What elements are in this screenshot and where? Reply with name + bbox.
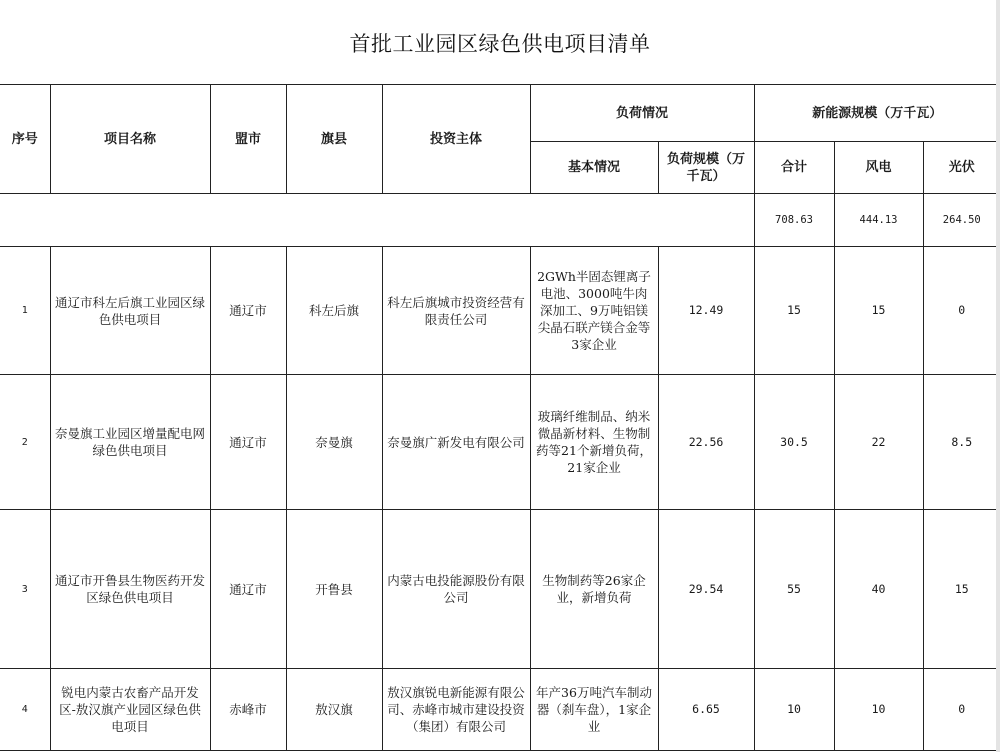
row-seq: 3: [0, 510, 50, 669]
row-total: 15: [754, 247, 834, 375]
row-load-basic: 2GWh半固态锂离子电池、3000吨牛肉深加工、9万吨铝镁尖晶石联产镁合金等3家企业: [530, 247, 658, 375]
header-name: 项目名称: [50, 85, 210, 194]
row-investor: 科左后旗城市投资经营有限责任公司: [382, 247, 530, 375]
project-table: [0, 84, 1000, 751]
row-league: 赤峰市: [210, 669, 286, 751]
row-investor: 内蒙古电投能源股份有限公司: [382, 510, 530, 669]
header-load-scale: 负荷规模（万千瓦）: [658, 142, 754, 194]
row-solar: 15: [923, 510, 1000, 669]
vertical-scrollbar[interactable]: [996, 0, 1000, 752]
row-wind: 22: [834, 375, 923, 510]
row-load-basic: 生物制药等26家企业，新增负荷: [530, 510, 658, 669]
header-county: 旗县: [286, 85, 382, 194]
row-league: 通辽市: [210, 247, 286, 375]
row-load-basic: 玻璃纤维制品、纳米微晶新材料、生物制药等21个新增负荷，21家企业: [530, 375, 658, 510]
table-row: [0, 510, 1000, 669]
header-total: 合计: [754, 142, 834, 194]
row-league: 通辽市: [210, 375, 286, 510]
row-total: 10: [754, 669, 834, 751]
row-solar: 8.5: [923, 375, 1000, 510]
row-county: 敖汉旗: [286, 669, 382, 751]
totals-total: 708.63: [754, 194, 834, 247]
row-load-scale: 6.65: [658, 669, 754, 751]
row-seq: 4: [0, 669, 50, 751]
row-solar: 0: [923, 247, 1000, 375]
table-row: [0, 669, 1000, 751]
header-wind: 风电: [834, 142, 923, 194]
totals-blank: [0, 194, 754, 247]
row-county: 奈曼旗: [286, 375, 382, 510]
table-row: [0, 247, 1000, 375]
row-load-scale: 22.56: [658, 375, 754, 510]
header-row-1: [0, 85, 1000, 142]
row-name: 锐电内蒙古农畜产品开发区-敖汉旗产业园区绿色供电项目: [50, 669, 210, 751]
row-name: 通辽市开鲁县生物医药开发区绿色供电项目: [50, 510, 210, 669]
row-county: 科左后旗: [286, 247, 382, 375]
row-total: 30.5: [754, 375, 834, 510]
row-county: 开鲁县: [286, 510, 382, 669]
page-title: 首批工业园区绿色供电项目清单: [349, 32, 651, 56]
row-wind: 10: [834, 669, 923, 751]
row-wind: 40: [834, 510, 923, 669]
header-energy-group: 新能源规模（万千瓦）: [754, 85, 1000, 142]
totals-solar: 264.50: [923, 194, 1000, 247]
row-load-scale: 29.54: [658, 510, 754, 669]
row-total: 55: [754, 510, 834, 669]
totals-row: [0, 194, 1000, 247]
row-investor: 敖汉旗锐电新能源有限公司、赤峰市城市建设投资（集团）有限公司: [382, 669, 530, 751]
totals-wind: 444.13: [834, 194, 923, 247]
header-solar: 光伏: [923, 142, 1000, 194]
header-load-basic: 基本情况: [530, 142, 658, 194]
row-name: 奈曼旗工业园区增量配电网绿色供电项目: [50, 375, 210, 510]
row-seq: 1: [0, 247, 50, 375]
header-load-group: 负荷情况: [530, 85, 754, 142]
row-seq: 2: [0, 375, 50, 510]
header-league: 盟市: [210, 85, 286, 194]
row-load-basic: 年产36万吨汽车制动器（刹车盘），1家企业: [530, 669, 658, 751]
row-league: 通辽市: [210, 510, 286, 669]
table-row: [0, 375, 1000, 510]
row-wind: 15: [834, 247, 923, 375]
row-load-scale: 12.49: [658, 247, 754, 375]
header-seq: 序号: [0, 85, 50, 194]
header-investor: 投资主体: [382, 85, 530, 194]
row-name: 通辽市科左后旗工业园区绿色供电项目: [50, 247, 210, 375]
row-solar: 0: [923, 669, 1000, 751]
row-investor: 奈曼旗广新发电有限公司: [382, 375, 530, 510]
